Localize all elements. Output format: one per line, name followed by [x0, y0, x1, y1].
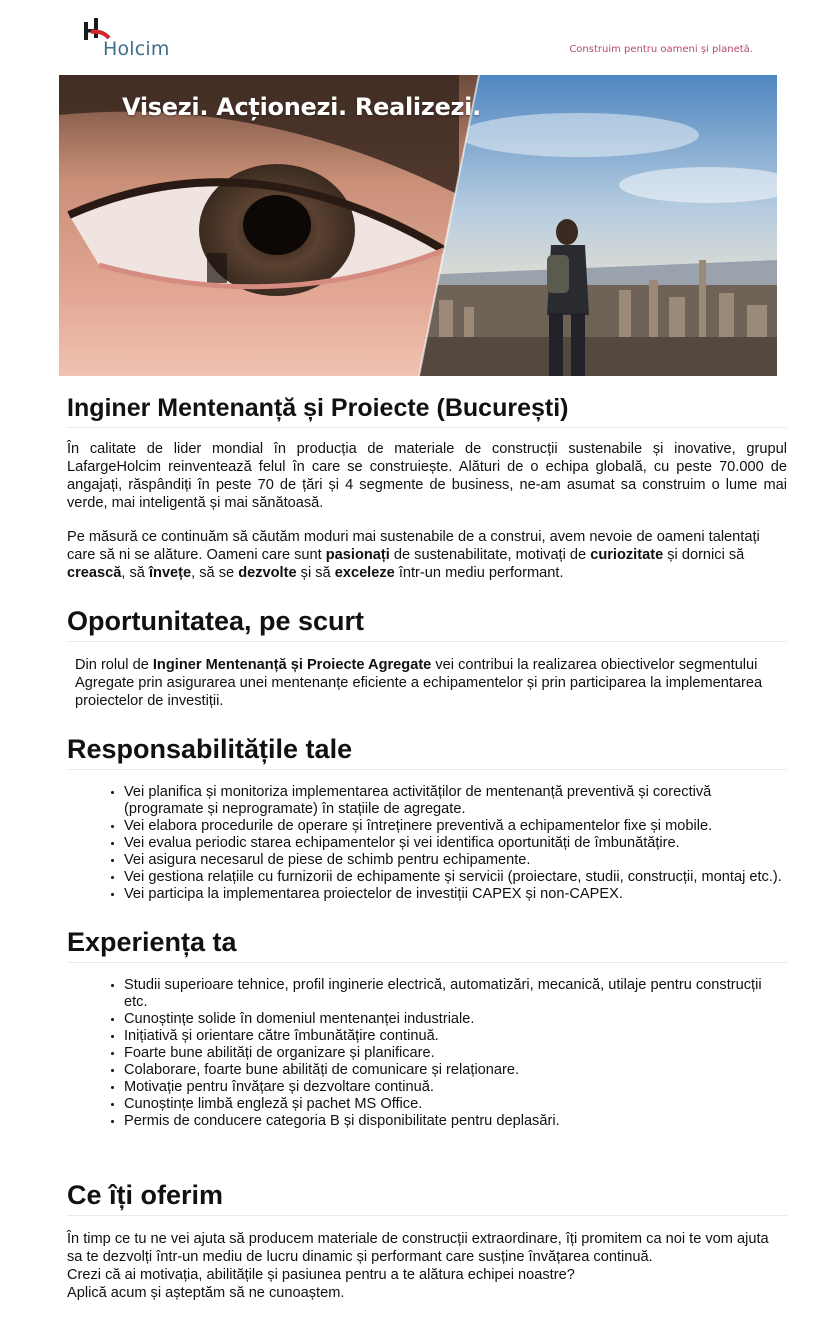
- intro-bold: crească: [67, 565, 122, 581]
- banner-slogan: Visezi. Acționezi. Realizezi.: [122, 93, 481, 121]
- opportunity-text: Din rolul de: [75, 657, 153, 673]
- list-item: • Vei gestiona relațiile cu furnizorii de echipamente și servicii (proiectare, studii, construcții, montaj etc.).: [124, 869, 787, 886]
- intro-text: Pe măsură ce continuăm să căutăm moduri mai sustenabile de a construi, avem nevoie de oameni talentați care să ni se alăture. Oameni care sunt: [67, 529, 760, 563]
- responsibilities-list: [67, 784, 787, 903]
- list-item: • Vei participa la implementarea proiectelor de investiții CAPEX și non-CAPEX.: [124, 886, 787, 903]
- tagline: Construim pentru oameni și planetă.: [569, 44, 753, 55]
- intro-bold: exceleze: [334, 565, 395, 581]
- opportunity-text: vei contribui la realizarea obiectivelor segmentului Agregate prin asigurarea unei mentenanțe eficiente a echipamentelor și prin participarea la implementarea proiectelor de investiții.: [75, 657, 763, 709]
- intro-text: de sustenabilitate, motivați de: [389, 547, 591, 563]
- list-item: • Vei planifica și monitoriza implementarea activităților de mentenanță preventivă și corectivă (programate și neprogramate) în stațiile de agregate.: [124, 784, 787, 818]
- list-item: • Vei asigura necesarul de piese de schimb pentru echipamente.: [124, 852, 787, 869]
- intro-text: , să se: [191, 565, 239, 581]
- intro-text: și să: [296, 565, 335, 581]
- offer-paragraph: [67, 1230, 787, 1302]
- intro-text: , să: [121, 565, 149, 581]
- intro-bold: pasionați: [325, 547, 390, 563]
- offer-line: Aplică acum și așteptăm să ne cunoaștem.: [67, 1285, 345, 1301]
- logo-text: Holcim: [103, 38, 170, 60]
- intro-text: și dornici să: [663, 547, 745, 563]
- intro-paragraph-1: În calitate de lider mondial în producția de materiale de construcții sustenabile și inovative, grupul LafargeHolcim reinventează felul în care se construiește. Alături de o echipa globală, cu peste 70.000 de angajați, răspândiți în peste 70 de țări și 4 segmente de business, ne-am asumat sa construim o lume mai verde, mai inteligentă și mai sănătoasă.: [67, 441, 787, 511]
- intro-text: într-un mediu performant.: [394, 565, 564, 581]
- intro-bold: curiozitate: [590, 547, 664, 563]
- opportunity-paragraph: [67, 656, 787, 710]
- list-item: • Motivație pentru învățare și dezvoltare continuă.: [124, 1079, 787, 1096]
- list-item: • Inițiativă și orientare către îmbunătățire continuă.: [124, 1028, 787, 1045]
- responsibilities-heading: Responsabilitățile tale: [67, 734, 787, 770]
- list-item: • Permis de conducere categoria B și disponibilitate pentru deplasări.: [124, 1113, 787, 1130]
- intro-bold: dezvolte: [238, 565, 297, 581]
- offer-heading: Ce îți oferim: [67, 1180, 787, 1216]
- job-content: [67, 394, 787, 1302]
- job-title: Inginer Mentenanță și Proiecte (București): [67, 394, 787, 428]
- list-item: • Cunoștințe limbă engleză și pachet MS Office.: [124, 1096, 787, 1113]
- list-item: • Studii superioare tehnice, profil inginerie electrică, automatizări, mecanică, utilaje pentru construcții etc.: [124, 977, 787, 1011]
- opportunity-heading: Oportunitatea, pe scurt: [67, 606, 787, 642]
- page-header: [0, 0, 827, 75]
- opportunity-role: Inginer Mentenanță și Proiecte Agregate: [152, 657, 432, 673]
- list-item: • Vei evalua periodic starea echipamentelor și vei identifica oportunități de îmbunătățire.: [124, 835, 787, 852]
- hero-banner: [59, 75, 777, 376]
- list-item: • Foarte bune abilități de organizare și planificare.: [124, 1045, 787, 1062]
- offer-line: Crezi că ai motivația, abilitățile și pasiunea pentru a te alătura echipei noastre?: [67, 1267, 575, 1283]
- list-item: • Colaborare, foarte bune abilități de comunicare și relaționare.: [124, 1062, 787, 1079]
- list-item: • Vei elabora procedurile de operare și întreținere preventivă a echipamentelor fixe și mobile.: [124, 818, 787, 835]
- holcim-logo: [82, 16, 182, 60]
- list-item: • Cunoștințe solide în domeniul mentenanței industriale.: [124, 1011, 787, 1028]
- intro-bold: învețe: [148, 565, 192, 581]
- experience-heading: Experiența ta: [67, 927, 787, 963]
- intro-paragraph-2: [67, 528, 787, 582]
- experience-list: [67, 977, 787, 1130]
- offer-line: În timp ce tu ne vei ajuta să producem materiale de construcții extraordinare, îți promitem ca noi te vom ajuta sa te dezvolți într-un mediu de lucru dinamic și performant care susține învățarea continuă.: [67, 1231, 769, 1265]
